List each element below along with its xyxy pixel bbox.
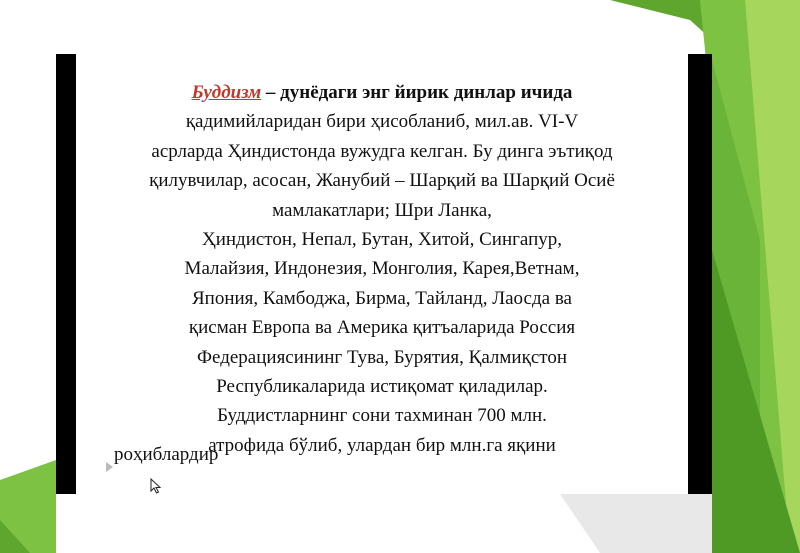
mouse-cursor-icon bbox=[150, 478, 162, 494]
body-line: Ҳиндистон, Непал, Бутан, Хитой, Сингапур, bbox=[201, 229, 563, 251]
term-buddhism: Буддизм bbox=[191, 82, 262, 103]
body-line: атрофида бўлиб, улардан бир млн.га яқини bbox=[208, 434, 556, 456]
body-line: қисман Европа ва Америка қитъаларида Россия bbox=[188, 317, 576, 339]
body-line: Япония, Камбоджа, Бирма, Тайланд, Лаосда ва bbox=[192, 287, 572, 309]
body-line: Федерациясининг Тува, Бурятия, Қалмиқстон bbox=[197, 346, 567, 368]
first-line bbox=[76, 78, 688, 107]
slide-body-text bbox=[76, 78, 688, 460]
body-line: қилувчилар, асосан, Жанубий – Шарқий ва Шарқий Осиё bbox=[149, 170, 615, 192]
body-line: Малайзия, Индонезия, Монголия, Карея,Ветнам, bbox=[184, 258, 580, 280]
body-line: мамлакатлари; Шри Ланка, bbox=[272, 199, 492, 221]
slide-letterbox-right bbox=[688, 54, 712, 494]
body-line: қадимийларидан бири ҳисобланиб, мил.ав. VI-V bbox=[185, 111, 579, 133]
first-line-rest: – дунёдаги энг йирик динлар ичида bbox=[261, 82, 573, 103]
body-line: Республикаларида истиқомат қиладилар. bbox=[216, 376, 548, 398]
body-line: асрларда Ҳиндистонда вужудга келган. Бу динга эътиқод bbox=[151, 140, 613, 162]
body-line: Буддистларнинг сони тахминан 700 млн. bbox=[217, 405, 547, 427]
slide-letterbox-left bbox=[56, 54, 76, 494]
body-last-line: роҳиблардир bbox=[114, 444, 219, 465]
slide-nav-triangle-icon[interactable] bbox=[106, 462, 113, 472]
